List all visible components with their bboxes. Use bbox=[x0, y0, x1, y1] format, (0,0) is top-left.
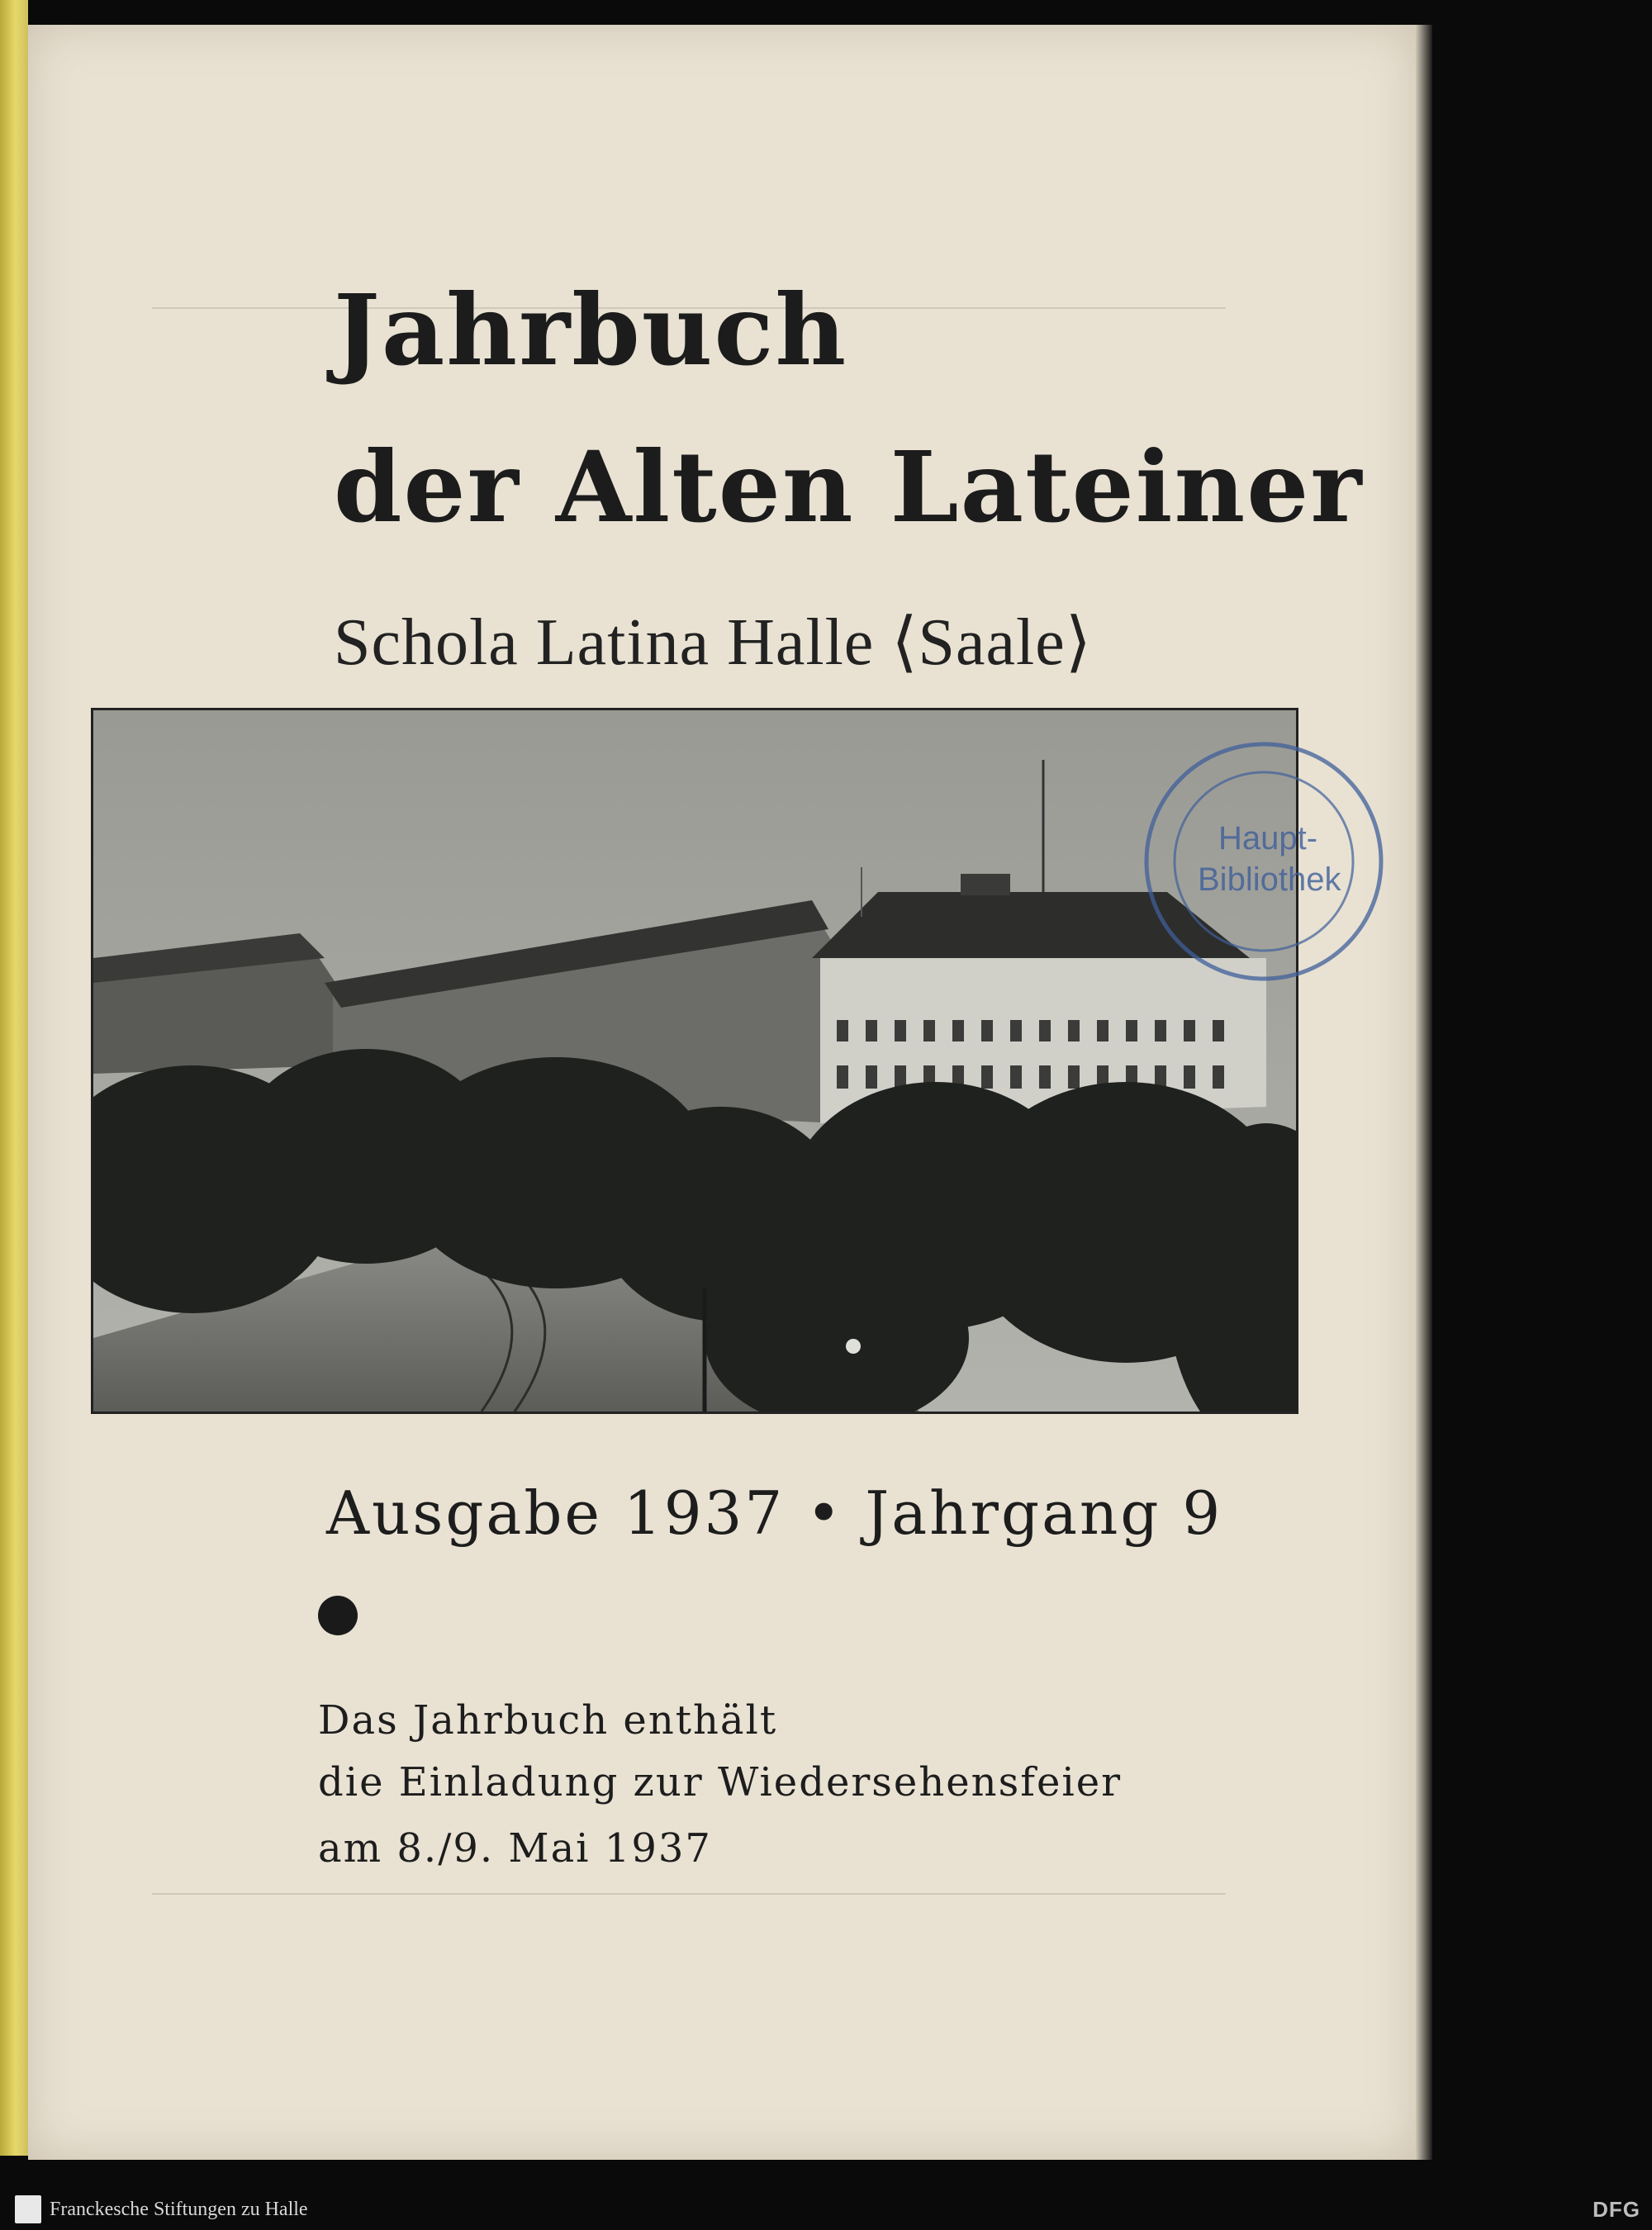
institution-name[interactable]: Franckesche Stiftungen zu Halle bbox=[50, 2199, 308, 2220]
dfg-logo[interactable]: DFG bbox=[1593, 2197, 1640, 2222]
institution-logo-icon bbox=[15, 2195, 41, 2223]
ghost-rule bbox=[152, 1893, 1226, 1895]
page-edge-shadow bbox=[1416, 25, 1432, 2160]
edition-line: Ausgabe 1937 • Jahrgang 9 bbox=[326, 1478, 1223, 1548]
bullet-dot bbox=[318, 1596, 358, 1635]
library-stamp bbox=[1074, 725, 1396, 998]
subtitle: Schola Latina Halle ⟨Saale⟩ bbox=[334, 606, 1092, 679]
title-line-2: der Alten Lateiner bbox=[334, 429, 1364, 544]
book-edge-yellow bbox=[0, 0, 28, 2156]
note-line-3: am 8./9. Mai 1937 bbox=[318, 1825, 712, 1872]
stamp-text-bottom: Bibliothek bbox=[1198, 861, 1341, 898]
stamp-text-top: Haupt- bbox=[1218, 820, 1318, 856]
note-line-2: die Einladung zur Wiedersehensfeier bbox=[318, 1759, 1123, 1805]
viewer-footer bbox=[0, 2189, 1652, 2230]
note-line-1: Das Jahrbuch enthält bbox=[318, 1697, 778, 1744]
title-line-1: Jahrbuch bbox=[334, 273, 848, 387]
